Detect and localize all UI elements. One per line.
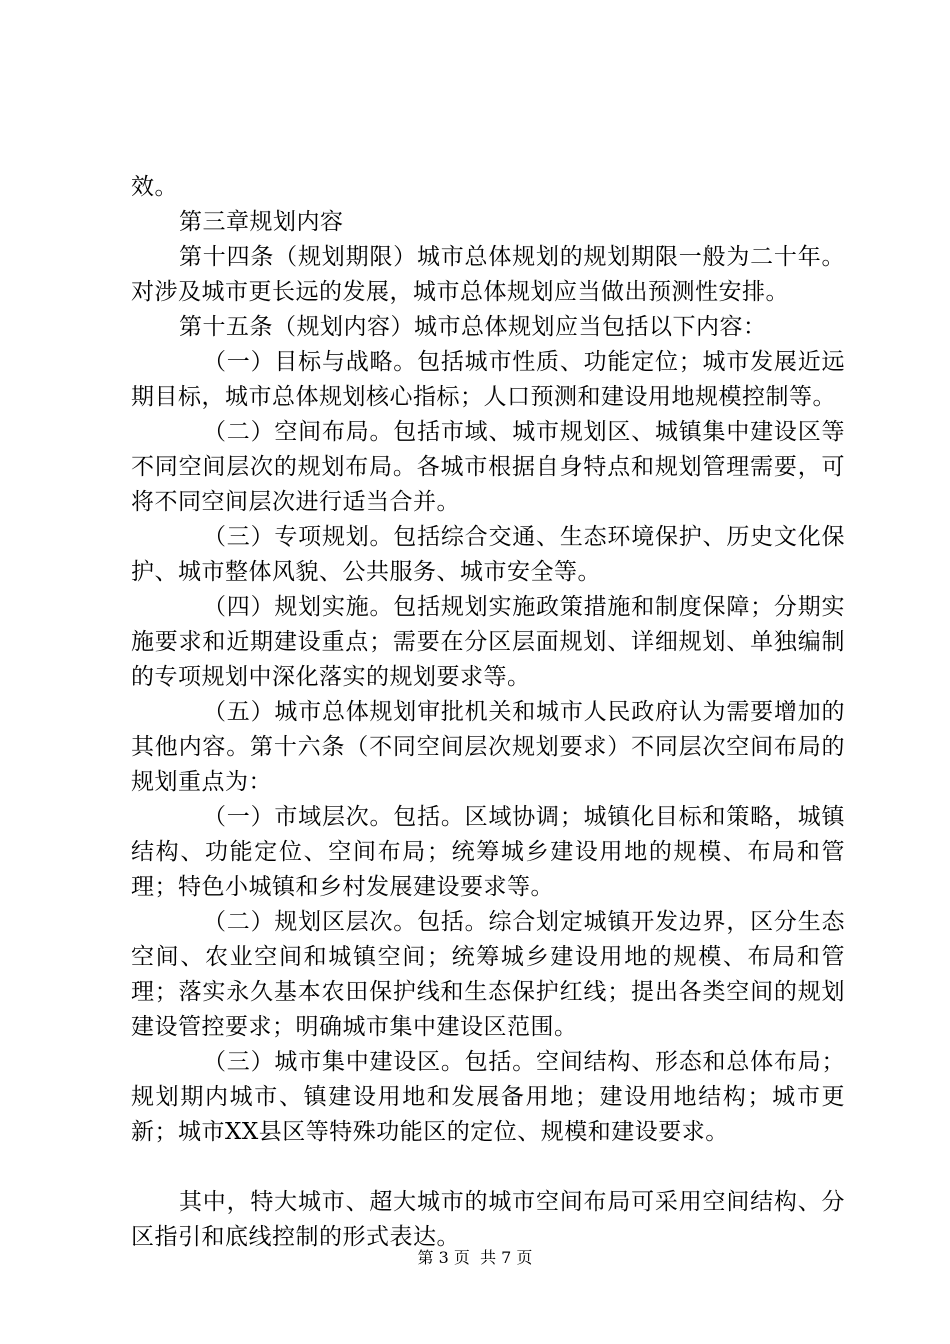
chapter-heading: 第三章规划内容: [179, 209, 344, 235]
article-15-item-2: （二）空间布局。包括市域、城市规划区、城镇集中建设区等不同空间层次的规划布局。各城市根据自身特点和规划管理需要，可将不同空间层次进行适当合并。: [131, 419, 845, 515]
article-16-item-2: （二）规划区层次。包括。综合划定城镇开发边界，区分生态空间、农业空间和城镇空间；统筹城乡建设用地的规模、布局和管理；落实永久基本农田保护线和生态保护红线；提出各类空间的规划建设管控要求；明确城市集中建设区范围。: [131, 909, 845, 1040]
page-number-footer: 第 3 页 共 7 页: [417, 1248, 533, 1267]
article-16-item-1: （一）市域层次。包括。区域协调；城镇化目标和策略，城镇结构、功能定位、空间布局；统筹城乡建设用地的规模、布局和管理；特色小城镇和乡村发展建设要求等。: [131, 804, 845, 900]
article-15-item-5: （五）城市总体规划审批机关和城市人民政府认为需要增加的其他内容。第十六条（不同空间层次规划要求）不同层次空间布局的规划重点为：: [131, 699, 845, 795]
article-15-paragraph: 第十五条（规划内容）城市总体规划应当包括以下内容：: [179, 314, 767, 340]
article-15-item-4: （四）规划实施。包括规划实施政策措施和制度保障；分期实施要求和近期建设重点；需要在分区层面规划、详细规划、单独编制的专项规划中深化落实的规划要求等。: [131, 594, 845, 690]
document-body: [131, 170, 845, 1255]
closing-paragraph: 其中，特大城市、超大城市的城市空间布局可采用空间结构、分区指引和底线控制的形式表达。: [131, 1189, 845, 1250]
paragraph-continuation: 效。: [131, 174, 178, 200]
article-16-item-3: （三）城市集中建设区。包括。空间结构、形态和总体布局；规划期内城市、镇建设用地和发展备用地；建设用地结构；城市更新；城市XX县区等特殊功能区的定位、规模和建设要求。: [131, 1049, 845, 1145]
article-15-item-3: （三）专项规划。包括综合交通、生态环境保护、历史文化保护、城市整体风貌、公共服务、城市安全等。: [131, 524, 845, 585]
article-14-paragraph: 第十四条（规划期限）城市总体规划的规划期限一般为二十年。对涉及城市更长远的发展，城市总体规划应当做出预测性安排。: [131, 244, 845, 305]
article-15-item-1: （一）目标与战略。包括城市性质、功能定位；城市发展近远期目标，城市总体规划核心指标；人口预测和建设用地规模控制等。: [131, 349, 845, 410]
